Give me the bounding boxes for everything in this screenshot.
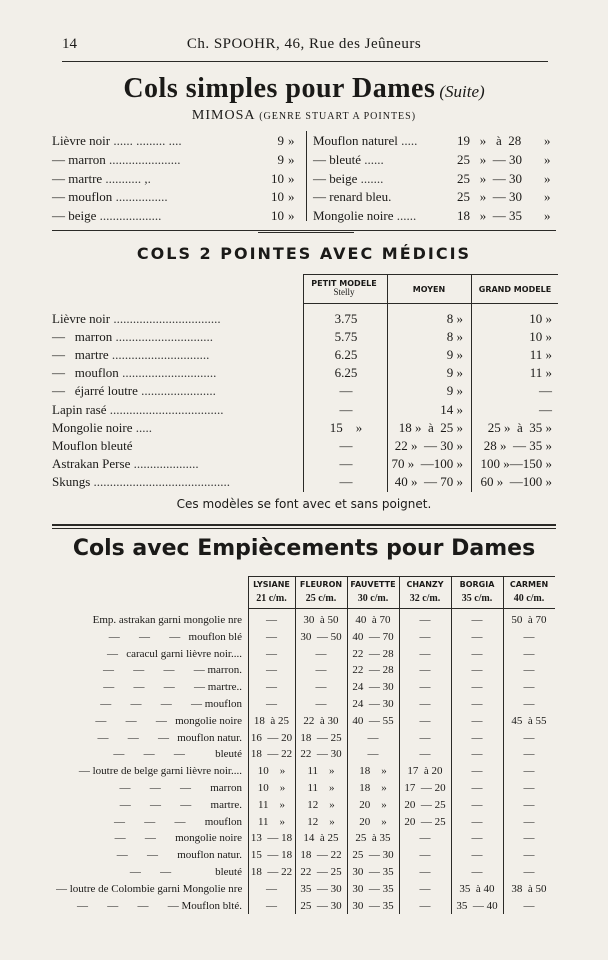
price-fleuron: 12 » <box>307 815 335 828</box>
price-fauvette: 40 à 70 <box>355 614 391 626</box>
leader-dots: ............................. <box>118 365 217 381</box>
section2-row <box>52 437 558 455</box>
item-label: — beige <box>52 208 97 224</box>
price-fleuron: 11 » <box>307 765 335 778</box>
item-unit: » <box>288 189 295 205</box>
section3-row <box>0 780 608 797</box>
price-lysiane: — <box>266 647 277 660</box>
section3-row <box>0 814 608 831</box>
item-label: — — — — marron. <box>102 664 242 677</box>
col-name: FAUVETTE <box>350 580 396 589</box>
col-header-borgia <box>451 578 503 606</box>
price-fleuron: 22 à 30 <box>303 714 339 727</box>
section3-row <box>0 763 608 780</box>
price-chanzy: — <box>419 714 431 727</box>
price-fleuron: 22 — 30 <box>300 748 342 761</box>
leader-dots: ................................... <box>106 401 224 417</box>
item-label: — loutre de belge garni lièvre noir.... <box>78 765 242 778</box>
item-label: — marron <box>52 151 106 167</box>
item-price: 25 » — 30 <box>457 189 522 205</box>
price-petit: — <box>339 455 353 471</box>
price-fleuron: 11 » <box>307 782 335 794</box>
mimosa-right-row <box>313 151 555 169</box>
item-label: — beige <box>313 170 358 186</box>
item-label: — bleuté <box>313 151 362 167</box>
price-borgia: — <box>471 798 483 811</box>
price-grand: 28 » — 35 » <box>483 437 552 453</box>
price-chanzy: — <box>419 698 431 710</box>
mimosa-left-row <box>52 132 302 150</box>
price-fleuron: — <box>315 647 327 660</box>
price-borgia: — <box>471 731 483 744</box>
price-fauvette: 20 » <box>359 798 387 811</box>
item-label: — — — bleuté <box>113 748 242 761</box>
item-label: — caracul garni lièvre noir.... <box>106 647 242 660</box>
price-chanzy: — <box>419 630 431 643</box>
col-header-chanzy <box>399 578 451 606</box>
price-fauvette: 20 » <box>359 815 387 828</box>
item-label: Skungs <box>52 473 91 489</box>
item-label: — — mongolie noire <box>114 832 242 845</box>
item-label: Lièvre noir <box>52 311 111 326</box>
price-grand: 25 » à 35 » <box>487 419 552 435</box>
section2-row <box>52 419 558 437</box>
mimosa-left-row <box>52 207 302 225</box>
mimosa-left-row <box>52 151 302 169</box>
price-petit: — <box>339 383 353 399</box>
price-moyen: 40 » — 70 » <box>394 473 463 489</box>
price-lysiane: 18 — 22 <box>250 748 293 761</box>
leader-dots: .............................. <box>112 329 214 345</box>
price-fauvette: 40 — 55 <box>352 714 394 727</box>
price-moyen: 14 » <box>440 401 463 417</box>
mimosa-right-row <box>313 170 555 188</box>
price-lysiane: — <box>266 882 277 895</box>
price-grand: 11 » <box>529 365 552 381</box>
item-unit: » <box>288 151 295 167</box>
price-chanzy: — <box>419 882 431 895</box>
item-label: Lièvre noir <box>52 133 111 148</box>
section1-title: Cols simples pour Dames (Suite) <box>123 73 485 104</box>
leader-dots: ...... ......... .... <box>110 133 182 148</box>
price-lysiane: 15 — 18 <box>250 849 293 862</box>
price-carmen: — <box>523 681 535 694</box>
price-petit: 3.75 <box>334 311 358 326</box>
mimosa-subtitle: MIMOSA (GENRE STUART A POINTES) <box>191 108 417 123</box>
price-fleuron: 25 — 30 <box>300 899 342 912</box>
leader-dots: ....................... <box>137 383 216 399</box>
section2-row <box>52 346 558 364</box>
item-label: — — — mouflon <box>113 815 242 828</box>
section3-row <box>0 830 608 847</box>
price-chanzy: — <box>419 832 431 845</box>
section2-row <box>52 473 558 491</box>
item-label: — — mouflon natur. <box>116 849 242 862</box>
item-unit: » <box>288 208 295 224</box>
section3-row <box>0 881 608 898</box>
price-fauvette: 22 — 28 <box>352 647 394 660</box>
price-lysiane: — <box>266 899 277 912</box>
price-borgia: — <box>471 630 483 643</box>
item-label: — mouflon <box>52 189 113 205</box>
item-label: Lapin rasé <box>52 401 107 417</box>
col-header-fauvette <box>347 578 399 606</box>
price-fleuron: 12 » <box>307 798 335 811</box>
item-price: 9 <box>277 151 284 167</box>
price-fleuron: 14 à 25 <box>303 832 339 845</box>
price-fauvette: 30 — 35 <box>352 899 394 912</box>
section2-title-rule <box>258 232 354 233</box>
leader-dots: ...... <box>361 151 384 167</box>
section2-row <box>52 310 558 328</box>
price-carmen: — <box>523 849 535 862</box>
col-header-petit: PETIT MODELE Stelly <box>311 279 377 297</box>
section3-title: Cols avec Empiècements pour Dames <box>72 536 536 561</box>
item-price: 10 <box>271 170 284 186</box>
price-grand: 10 » <box>529 329 552 345</box>
mimosa-right-row <box>313 132 555 150</box>
price-lysiane: 18 — 22 <box>250 866 293 878</box>
item-price: 10 <box>271 189 284 205</box>
section3-row <box>0 730 608 747</box>
col-header-moyen: MOYEN <box>412 285 446 294</box>
section2-row <box>52 455 558 473</box>
item-price: 10 <box>271 208 284 224</box>
leader-dots: .............................. <box>108 347 210 363</box>
col-header-carmen <box>503 578 555 606</box>
price-moyen: 9 » <box>446 347 463 363</box>
price-chanzy: — <box>419 899 431 912</box>
item-label: — martre <box>52 347 109 363</box>
price-borgia: — <box>471 866 483 878</box>
price-lysiane: 11 » <box>257 815 286 828</box>
price-carmen: — <box>523 765 535 778</box>
section2-title: COLS 2 POINTES AVEC MÉDICIS <box>136 244 472 263</box>
mimosa-right-row <box>313 207 555 225</box>
price-fauvette: 30 — 35 <box>352 866 394 878</box>
price-chanzy: 17 à 20 <box>407 765 443 778</box>
leader-dots: .......................................... <box>90 473 231 489</box>
price-fleuron: 30 à 50 <box>303 614 339 626</box>
section2-header-bottom <box>303 303 558 304</box>
price-carmen: — <box>523 815 535 828</box>
price-fleuron: 18 — 22 <box>300 849 342 862</box>
price-carmen: — <box>523 731 535 744</box>
item-label: — éjarré loutre <box>52 383 138 399</box>
price-borgia: 35 à 40 <box>459 882 495 895</box>
item-label: — — — mouflon blé <box>108 630 242 643</box>
item-label: Mongolie noire <box>313 208 394 224</box>
price-chanzy: — <box>419 866 431 878</box>
price-fauvette: 30 — 35 <box>352 882 394 895</box>
price-fauvette: 25 à 35 <box>355 832 391 845</box>
price-chanzy: — <box>419 681 431 694</box>
price-borgia: 35 — 40 <box>456 899 498 912</box>
price-borgia: — <box>471 832 483 845</box>
section3-row <box>0 713 608 730</box>
price-grand: — <box>539 401 552 417</box>
item-label: Astrakan Perse <box>52 455 131 471</box>
item-label: Mouflon naturel <box>313 133 398 148</box>
leader-dots: ..... <box>397 133 418 148</box>
price-carmen: — <box>523 782 535 794</box>
col-header-grand: GRAND MODELE <box>478 285 552 294</box>
leader-dots: .................... <box>130 455 199 471</box>
leader-dots: ................ <box>112 189 168 205</box>
section3-row <box>0 898 608 915</box>
item-unit: » <box>544 151 551 167</box>
col-name: LYSIANE <box>253 580 290 589</box>
price-borgia: — <box>471 647 483 660</box>
section3-row <box>0 646 608 663</box>
price-chanzy: — <box>419 731 431 744</box>
price-grand: 10 » <box>529 311 552 326</box>
col-size: 21 c/m. <box>256 593 287 604</box>
price-carmen: 45 à 55 <box>511 714 547 727</box>
col-name: CHANZY <box>406 580 444 589</box>
price-petit: 5.75 <box>334 329 358 345</box>
item-label: — marron <box>52 329 113 345</box>
price-fauvette: 18 » <box>359 782 387 794</box>
price-fauvette: — <box>367 731 379 744</box>
leader-dots: ..... <box>132 419 153 435</box>
price-borgia: — <box>471 614 483 626</box>
leader-dots: ................... <box>96 208 162 224</box>
section2-note: Ces modèles se font avec et sans poignet. <box>176 497 432 511</box>
price-carmen: — <box>523 664 535 677</box>
mimosa-left-row <box>52 170 302 188</box>
price-carmen: — <box>523 748 535 761</box>
item-price: 9 <box>277 133 284 148</box>
price-carmen: — <box>523 630 535 643</box>
price-fauvette: 24 — 30 <box>352 681 394 694</box>
price-moyen: 70 » —100 » <box>391 455 463 471</box>
section2-row <box>52 401 558 419</box>
col-size: 32 c/m. <box>409 593 441 604</box>
price-lysiane: 11 » <box>257 798 286 811</box>
price-moyen: 18 » à 25 » <box>398 419 463 435</box>
price-fleuron: — <box>315 698 327 710</box>
item-label: — — — — mouflon <box>100 698 242 710</box>
price-petit: 15 » <box>329 419 363 435</box>
price-borgia: — <box>471 714 483 727</box>
suite-label: (Suite) <box>439 82 485 101</box>
item-label: — mouflon <box>52 365 119 381</box>
item-label: — — — — Mouflon blté. <box>77 899 242 912</box>
price-borgia: — <box>471 748 483 761</box>
price-carmen: — <box>523 698 535 710</box>
section1-bottom-rule <box>52 230 556 231</box>
section3-row <box>0 612 608 629</box>
price-grand: 11 » <box>529 347 552 363</box>
mimosa-left-row <box>52 188 302 206</box>
price-fleuron: 22 — 25 <box>300 866 342 878</box>
price-carmen: — <box>523 832 535 845</box>
leader-dots: ...... <box>393 208 417 224</box>
price-fleuron: — <box>315 664 327 677</box>
price-borgia: — <box>471 782 483 794</box>
price-lysiane: 18 à 25 <box>253 714 290 727</box>
price-borgia: — <box>471 849 483 862</box>
price-fleuron: 30 — 50 <box>300 630 342 643</box>
price-fauvette: 24 — 30 <box>352 698 394 710</box>
col-size: 35 c/m. <box>461 593 493 604</box>
item-label: Mongolie noire <box>52 419 133 435</box>
col-size: 40 c/m. <box>513 593 545 604</box>
price-petit: — <box>339 473 353 489</box>
item-label: Mouflon bleuté <box>52 437 133 453</box>
price-borgia: — <box>471 765 483 778</box>
item-price: 25 » — 30 <box>457 151 522 167</box>
price-carmen: — <box>523 866 535 878</box>
item-unit: » <box>544 170 551 186</box>
price-carmen: 50 à 70 <box>511 614 547 626</box>
item-label: — — — martre. <box>119 798 242 811</box>
section2-row <box>52 364 558 382</box>
item-label: — — — mongolie noire <box>95 714 242 727</box>
price-lysiane: — <box>266 698 277 710</box>
price-chanzy: — <box>419 748 431 761</box>
price-moyen: 8 » <box>446 329 463 345</box>
price-petit: 6.25 <box>334 365 358 381</box>
price-chanzy: — <box>419 647 431 660</box>
item-unit: » <box>544 189 551 205</box>
price-moyen: 9 » <box>446 383 463 399</box>
price-lysiane: 16 — 20 <box>250 731 293 744</box>
price-moyen: 9 » <box>446 365 463 381</box>
section1-divider <box>306 131 307 221</box>
item-label: — — bleuté <box>129 866 242 878</box>
price-chanzy: — <box>419 664 431 677</box>
header-rule <box>62 61 548 62</box>
price-grand: 100 »—150 » <box>480 455 552 471</box>
item-label: Emp. astrakan garni mongolie nre <box>92 614 242 626</box>
price-chanzy: — <box>419 849 431 862</box>
section3-row <box>0 797 608 814</box>
section2-row <box>52 382 558 400</box>
item-price: 25 » — 30 <box>457 170 522 186</box>
section3-row <box>0 847 608 864</box>
price-lysiane: — <box>266 664 277 677</box>
section3-row <box>0 746 608 763</box>
price-lysiane: 10 » <box>257 782 286 794</box>
section3-row <box>0 629 608 646</box>
section3-top-rule-b <box>52 528 556 529</box>
price-lysiane: — <box>266 614 277 626</box>
price-borgia: — <box>471 815 483 828</box>
price-lysiane: — <box>266 630 277 643</box>
price-grand: — <box>539 383 552 399</box>
item-price: 19 » à 28 <box>457 133 522 148</box>
section3-top-rule-a <box>52 524 556 526</box>
running-head: Ch. SPOOHR, 46, Rue des Jeûneurs <box>186 36 422 52</box>
section3-row <box>0 864 608 881</box>
price-fauvette: 40 — 70 <box>352 630 394 643</box>
price-moyen: 22 » — 30 » <box>394 437 463 453</box>
price-petit: — <box>339 437 353 453</box>
price-borgia: — <box>471 664 483 677</box>
price-lysiane: — <box>266 681 277 694</box>
price-carmen: — <box>523 899 535 912</box>
price-chanzy: 20 — 25 <box>404 815 446 828</box>
item-label: — renard bleu. <box>313 189 392 205</box>
price-lysiane: 10 » <box>257 765 286 778</box>
price-lysiane: 13 — 18 <box>250 832 293 845</box>
price-carmen: — <box>523 798 535 811</box>
item-unit: » <box>288 133 295 148</box>
price-petit: 6.25 <box>334 347 358 363</box>
leader-dots: ....... <box>357 170 384 186</box>
page-header <box>0 36 608 56</box>
price-borgia: — <box>471 681 483 694</box>
price-fleuron: 35 — 30 <box>300 882 342 895</box>
price-fauvette: 25 — 30 <box>352 849 394 862</box>
item-label: — — — marron <box>119 782 242 794</box>
item-label: — martre <box>52 170 103 186</box>
col-name: BORGIA <box>459 580 495 589</box>
item-unit: » <box>288 170 295 186</box>
leader-dots: ........... ,. <box>102 170 151 186</box>
section2-row <box>52 328 558 346</box>
col-name: CARMEN <box>509 580 549 589</box>
mimosa-right-row <box>313 188 555 206</box>
price-fleuron: — <box>315 681 327 694</box>
section2-header-top <box>303 274 558 275</box>
price-moyen: 8 » <box>446 311 463 326</box>
item-label: — — — — martre.. <box>103 681 242 694</box>
col-size: 30 c/m. <box>357 593 389 604</box>
price-fauvette: — <box>367 748 379 761</box>
price-carmen: — <box>523 647 535 660</box>
col-header-lysiane <box>248 578 295 606</box>
price-borgia: — <box>471 698 483 710</box>
price-chanzy: 20 — 25 <box>404 798 446 811</box>
price-grand: 60 » —100 » <box>480 473 552 489</box>
col-name: FLEURON <box>299 580 343 589</box>
price-chanzy: 17 — 20 <box>404 782 446 794</box>
item-unit: » <box>544 208 551 224</box>
price-carmen: 38 à 50 <box>511 882 547 895</box>
price-chanzy: — <box>419 614 431 626</box>
price-fauvette: 22 — 28 <box>352 664 394 677</box>
item-label: — — — mouflon natur. <box>97 731 242 744</box>
item-label: — loutre de Colombie garni Mongolie nre <box>56 882 242 895</box>
col-size: 25 c/m. <box>305 593 337 604</box>
leader-dots: ...................... <box>105 151 181 167</box>
section3-row <box>0 662 608 679</box>
price-fleuron: 18 — 25 <box>300 731 342 744</box>
price-fauvette: 18 » <box>359 765 387 778</box>
section3-row <box>0 679 608 696</box>
leader-dots: ................................. <box>110 311 221 326</box>
item-unit: » <box>544 133 551 148</box>
price-petit: — <box>339 401 353 417</box>
item-price: 18 » — 35 <box>457 208 522 224</box>
page-number: 14 <box>62 36 77 52</box>
col-header-fleuron <box>295 578 347 606</box>
section3-row <box>0 696 608 713</box>
